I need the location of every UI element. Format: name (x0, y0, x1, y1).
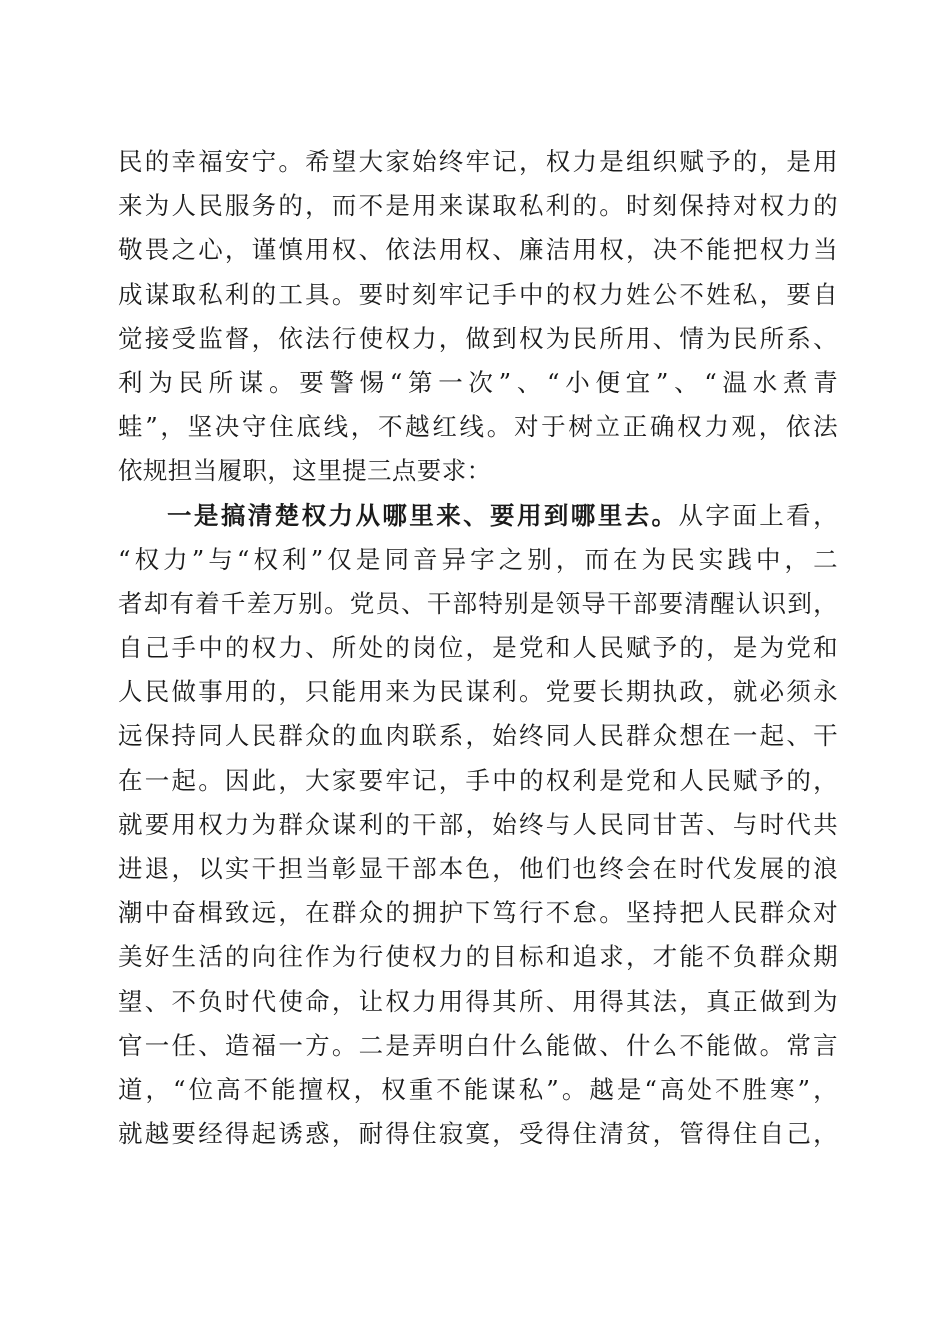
paragraph-line: 进退，以实干担当彰显干部本色，他们也终会在时代发展的浪 (118, 854, 838, 883)
paragraph-line: 就越要经得起诱惑，耐得住寂寞，受得住清贫，管得住自己， (118, 1119, 838, 1149)
paragraph-line: 美好生活的向往作为行使权力的目标和追求，才能不负群众期 (118, 942, 838, 972)
paragraph-line: 者却有着千差万别。党员、干部特别是领导干部要清醒认识到， (118, 588, 838, 618)
paragraph-line: 敬畏之心，谨慎用权、依法用权、廉洁用权，决不能把权力当 (118, 235, 838, 265)
paragraph-line: “权力”与“权利”仅是同音异字之别，而在为民实践中，二 (118, 544, 838, 574)
paragraph-line: 觉接受监督，依法行使权力，做到权为民所用、情为民所系、 (118, 323, 838, 353)
paragraph-line: 成谋取私利的工具。要时刻牢记手中的权力姓公不姓私，要自 (118, 279, 838, 309)
paragraph-line: 民的幸福安宁。希望大家始终牢记，权力是组织赋予的，是用 (118, 147, 838, 176)
paragraph-line: 潮中奋楫致远，在群众的拥护下笃行不怠。坚持把人民群众对 (118, 898, 838, 928)
paragraph-first-line (118, 494, 838, 538)
paragraph-line: 蛙”，坚决守住底线，不越红线。对于树立正确权力观，依法 (118, 412, 838, 442)
document-body (118, 140, 838, 1156)
paragraph-line: 官一任、造福一方。二是弄明白什么能做、什么不能做。常言 (118, 1030, 838, 1060)
paragraph-line: 道，“位高不能擅权，权重不能谋私”。越是“高处不胜寒”， (118, 1074, 838, 1104)
paragraph-line: 远保持同人民群众的血肉联系，始终同人民群众想在一起、干 (118, 721, 838, 751)
paragraph-line: 来为人民服务的，而不是用来谋取私利的。时刻保持对权力的 (118, 191, 838, 221)
paragraph-line: 望、不负时代使命，让权力用得其所、用得其法，真正做到为 (118, 986, 838, 1016)
paragraph-line: 依规担当履职，这里提三点要求： (118, 456, 492, 486)
paragraph-line: 自己手中的权力、所处的岗位，是党和人民赋予的，是为党和 (118, 633, 838, 663)
paragraph-line: 人民做事用的，只能用来为民谋利。党要长期执政，就必须永 (118, 677, 838, 707)
paragraph-line: 就要用权力为群众谋利的干部，始终与人民同甘苦、与时代共 (118, 809, 838, 839)
section-heading: 一是搞清楚权力从哪里来、要用到哪里去。 (167, 500, 679, 530)
paragraph-line: 利为民所谋。要警惕“第一次”、“小便宜”、“温水煮青 (118, 367, 838, 397)
paragraph-text: 从字面上看， (678, 500, 838, 530)
paragraph-line: 在一起。因此，大家要牢记，手中的权利是党和人民赋予的， (118, 765, 838, 795)
